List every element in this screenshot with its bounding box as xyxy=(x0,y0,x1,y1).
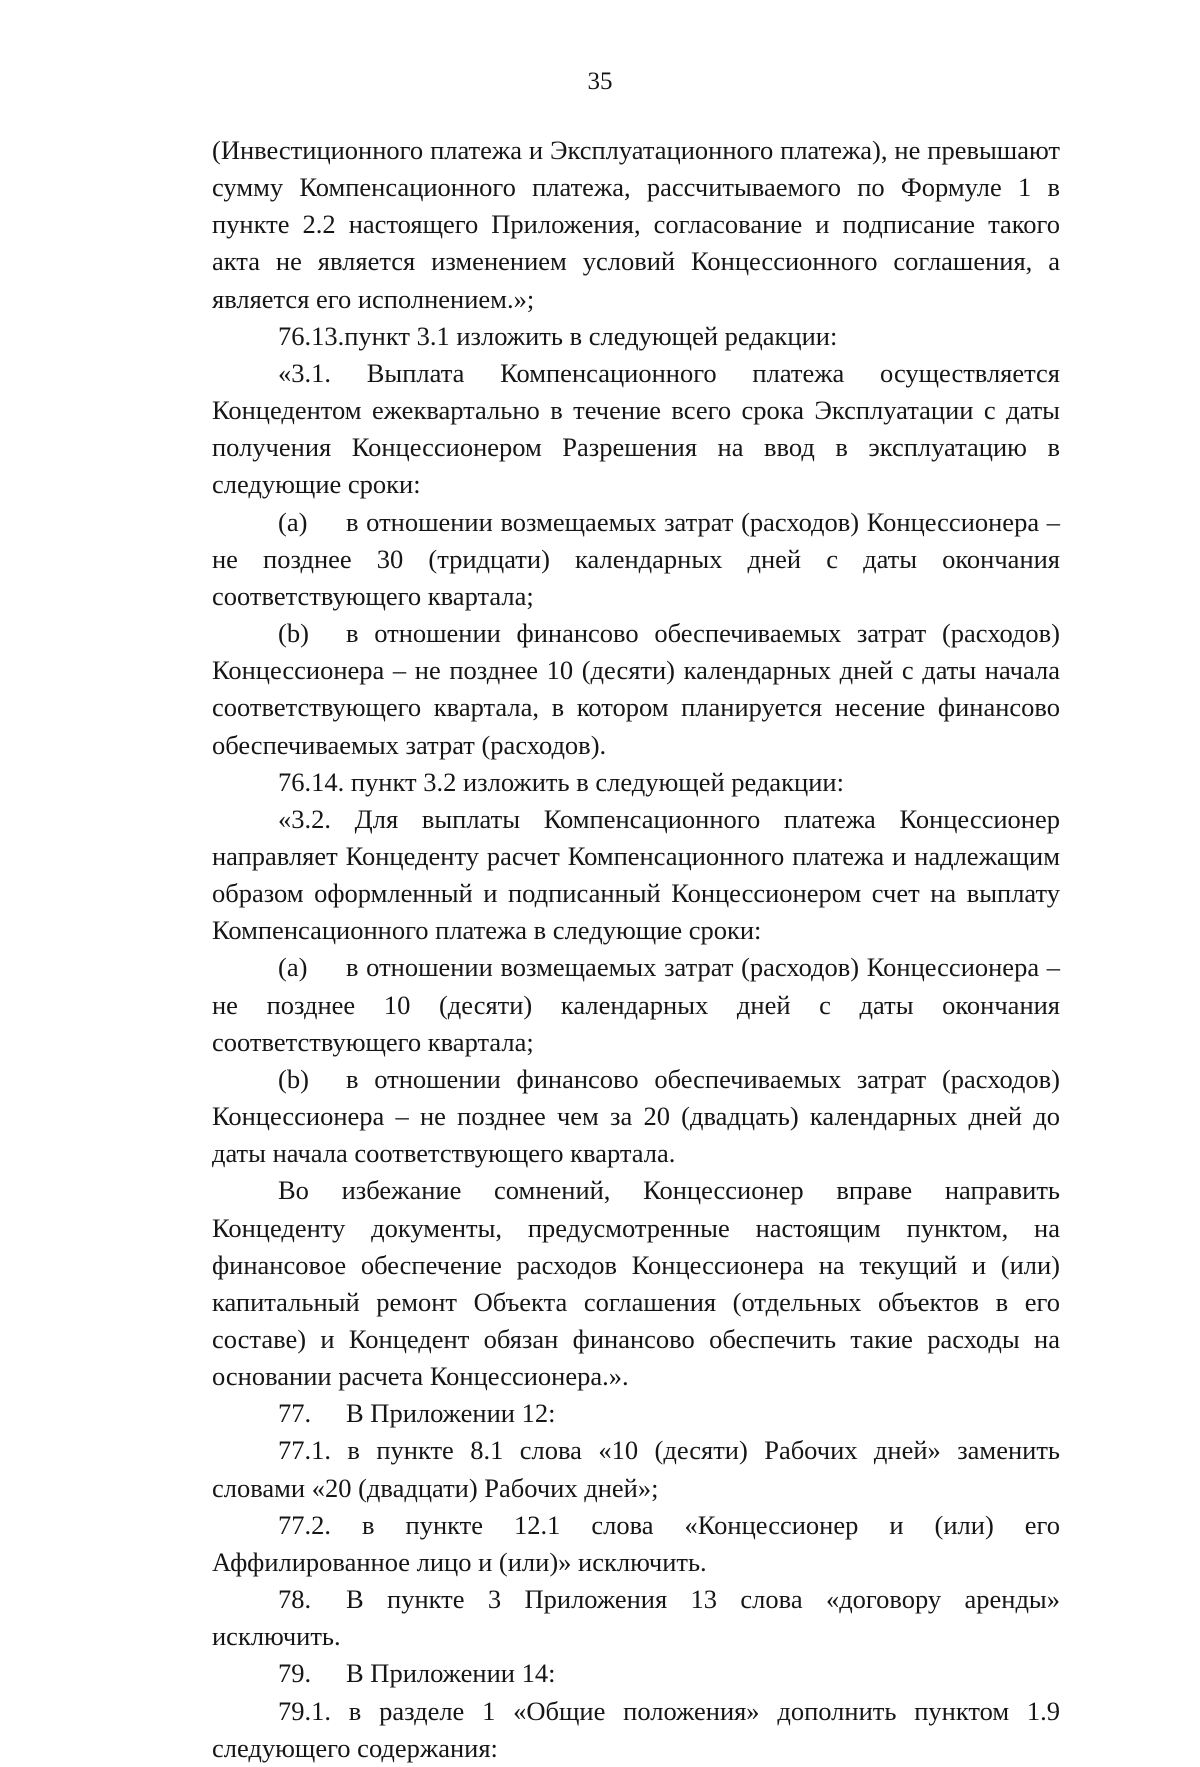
paragraph-3-2-b xyxy=(212,1061,1060,1172)
paragraph-79 xyxy=(212,1655,1060,1692)
item-label: 79. xyxy=(278,1658,312,1689)
item-text: В Приложении 12: xyxy=(346,1398,556,1429)
item-label: (b) xyxy=(278,1063,309,1094)
paragraph-3-2: «3.2. Для выплаты Компенсационного платежа Концессионер направляет Концеденту расчет Компенсационного платежа и надлежащим образом оформленный и подписанный Концессионером счет на выплату Компенсационного платежа в следующие сроки: xyxy=(212,803,1060,946)
item-text: В пункте 3 Приложения 13 слова «договору аренды» исключить. xyxy=(212,1584,1060,1652)
paragraph-76-14: 76.14. пункт 3.2 изложить в следующей редакции: xyxy=(278,766,844,797)
item-label: 77. xyxy=(278,1398,312,1429)
item-label: 78. xyxy=(278,1584,312,1615)
item-text: в отношении финансово обеспечиваемых затрат (расходов) Концессионера – не позднее чем за 20 (двадцать) календарных дней до даты начала соответствующего квартала. xyxy=(212,1063,1060,1169)
item-text: в отношении возмещаемых затрат (расходов) Концессионера – не позднее 10 (десяти) календарных дней с даты окончания соответствующего квартала; xyxy=(212,952,1060,1057)
page-number: 35 xyxy=(587,68,613,95)
paragraph-3-2-a xyxy=(212,949,1060,1060)
item-label: (а) xyxy=(278,506,308,537)
paragraph-avoidance-of-doubt: Во избежание сомнений, Концессионер вправе направить Концеденту документы, предусмотренные настоящим пунктом, на финансовое обеспечение расходов Концессионера на текущий и (или) капитальный ремонт Объекта соглашения (отдельных объектов в его составе) и Концедент обязан финансово обеспечить такие расходы на основании расчета Концессионера.». xyxy=(212,1175,1060,1392)
paragraph-76-13: 76.13.пункт 3.1 изложить в следующей редакции: xyxy=(278,320,838,351)
paragraph-77-1: 77.1. в пункте 8.1 слова «10 (десяти) Рабочих дней» заменить словами «20 (двадцати) Рабочих дней»; xyxy=(212,1435,1060,1503)
paragraph-78 xyxy=(212,1581,1060,1655)
paragraph-79-1: 79.1. в разделе 1 «Общие положения» дополнить пунктом 1.9 следующего содержания: xyxy=(212,1695,1060,1763)
paragraph-77 xyxy=(212,1395,1060,1432)
paragraph-continuation: (Инвестиционного платежа и Эксплуатационного платежа), не превышают сумму Компенсационного платежа, рассчитываемого по Формуле 1 в пункте 2.2 настоящего Приложения, согласование и подписание такого акта не является изменением условий Концессионного соглашения, а является его исполнением.»; xyxy=(212,135,1060,314)
item-label: (b) xyxy=(278,618,309,649)
paragraph-3-1-a xyxy=(212,504,1060,615)
item-text: в отношении возмещаемых затрат (расходов) Концессионера – не позднее 30 (тридцати) календарных дней с даты окончания соответствующего квартала; xyxy=(212,506,1060,611)
item-text: В Приложении 14: xyxy=(346,1658,556,1689)
item-label: (а) xyxy=(278,952,308,983)
paragraph-3-1-b xyxy=(212,615,1060,764)
item-text: в отношении финансово обеспечиваемых затрат (расходов) Концессионера – не позднее 10 (десяти) календарных дней с даты начала соответствующего квартала, в котором планируется несение финансово обеспечиваемых затрат (расходов). xyxy=(212,618,1060,760)
paragraph-77-2: 77.2. в пункте 12.1 слова «Концессионер и (или) его Аффилированное лицо и (или)» исключить. xyxy=(212,1509,1060,1577)
document-body xyxy=(212,132,1060,1767)
paragraph-3-1: «3.1. Выплата Компенсационного платежа осуществляется Концедентом ежеквартально в течение всего срока Эксплуатации с даты получения Концессионером Разрешения на ввод в эксплуатацию в следующие сроки: xyxy=(212,357,1060,500)
